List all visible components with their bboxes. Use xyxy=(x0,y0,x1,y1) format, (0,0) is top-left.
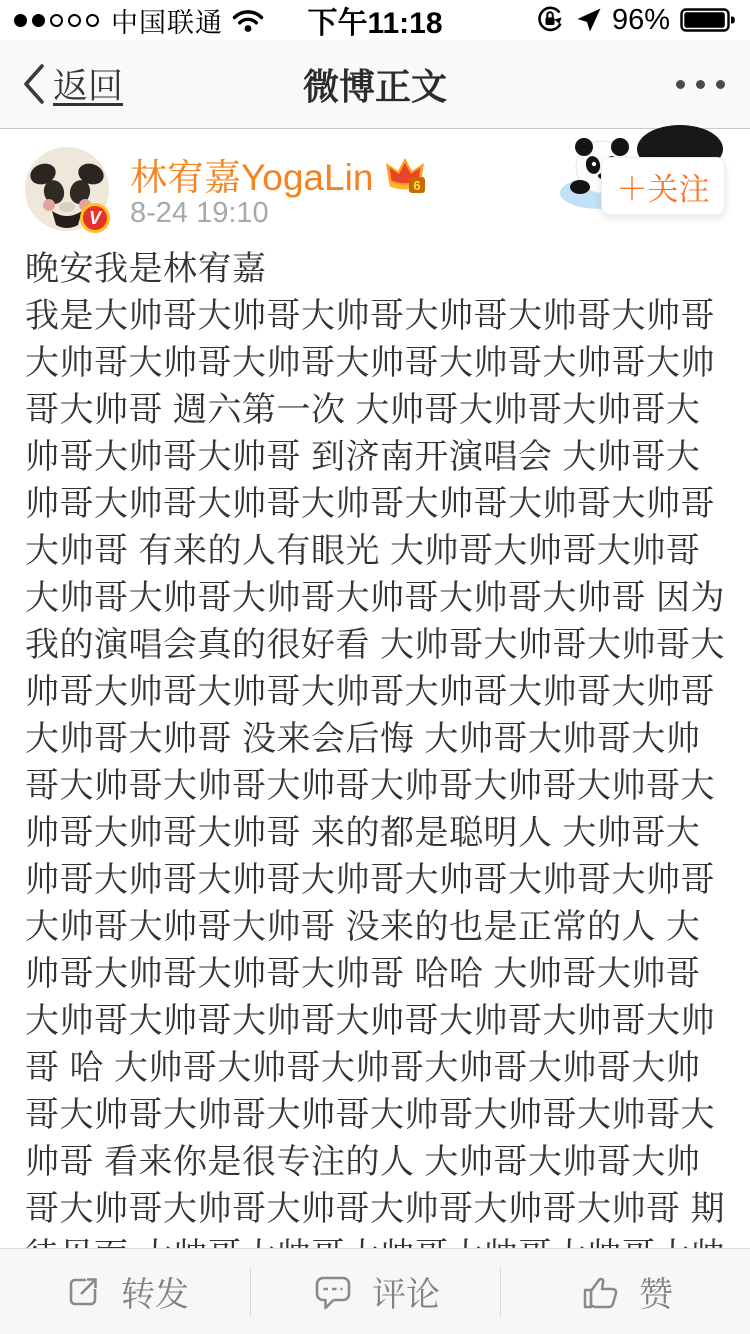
post-body-line: 帅哥大帅哥大帅哥大帅哥大帅哥大帅哥大帅哥 xyxy=(25,485,715,523)
toolbar-divider xyxy=(500,1267,501,1317)
post-timestamp: 8-24 19:10 xyxy=(130,197,269,229)
like-button[interactable] xyxy=(500,1249,750,1334)
post-body-line: 帅哥大帅哥大帅哥 到济南开演唱会 大帅哥大 xyxy=(25,438,701,476)
post-body-line: 帅哥大帅哥大帅哥大帅哥大帅哥大帅哥大帅哥 xyxy=(25,861,715,899)
clock-label: 下午11:18 xyxy=(307,7,443,40)
post-body-line: 大帅哥大帅哥大帅哥大帅哥大帅哥大帅哥大帅 xyxy=(25,1002,715,1040)
post-body-line: 帅哥大帅哥大帅哥大帅哥 哈哈 大帅哥大帅哥 xyxy=(25,955,701,993)
comment-button[interactable] xyxy=(250,1249,500,1334)
post-body-line: 哥大帅哥 週六第一次 大帅哥大帅哥大帅哥大 xyxy=(25,391,701,429)
location-arrow-icon xyxy=(576,7,602,33)
status-right xyxy=(534,4,736,37)
svg-text:6: 6 xyxy=(413,178,422,193)
post-body-line: 大帅哥大帅哥大帅哥大帅哥大帅哥大帅哥大帅 xyxy=(25,344,715,382)
post-body-line: 哥大帅哥大帅哥大帅哥大帅哥大帅哥大帅哥 期 xyxy=(25,1190,725,1228)
author-name[interactable] xyxy=(130,147,429,201)
repost-icon xyxy=(61,1270,105,1314)
repost-button[interactable] xyxy=(0,1249,250,1334)
post-body-line: 大帅哥大帅哥大帅哥 没来的也是正常的人 大 xyxy=(25,908,701,946)
status-bar xyxy=(0,0,750,40)
post-body-line: 哥大帅哥大帅哥大帅哥大帅哥大帅哥大帅哥大 xyxy=(25,1096,715,1134)
post-body-line: 哥 哈 大帅哥大帅哥大帅哥大帅哥大帅哥大帅 xyxy=(25,1049,701,1087)
nav-bar xyxy=(0,40,750,129)
post-body-line: 帅哥 看来你是很专注的人 大帅哥大帅哥大帅 xyxy=(25,1143,701,1181)
post-body-line: 大帅哥 有来的人有眼光 大帅哥大帅哥大帅哥 xyxy=(25,532,701,570)
bottom-toolbar xyxy=(0,1248,750,1334)
carrier-label: 中国联通 xyxy=(111,7,223,38)
post-content-area[interactable] xyxy=(0,129,750,1248)
post-body xyxy=(25,246,725,1280)
toolbar-divider xyxy=(250,1267,251,1317)
ellipsis-icon xyxy=(676,80,685,89)
battery-icon xyxy=(680,7,736,33)
follow-button-label: ＋关注 xyxy=(616,171,710,207)
like-icon xyxy=(577,1270,623,1314)
post-body-line: 晚安我是林宥嘉 xyxy=(25,250,267,288)
post-header xyxy=(0,129,750,239)
page-title: 微博正文 xyxy=(302,65,447,107)
author-name-label: 林宥嘉YogaLin xyxy=(130,157,374,198)
post-body-line: 我的演唱会真的很好看 大帅哥大帅哥大帅哥大 xyxy=(25,626,725,664)
like-button-label: 赞 xyxy=(639,1276,673,1314)
vip-crown-icon xyxy=(381,153,429,195)
verified-badge: V xyxy=(80,203,110,233)
post-body-line: 帅哥大帅哥大帅哥大帅哥大帅哥大帅哥大帅哥 xyxy=(25,673,715,711)
post-body-line: 我是大帅哥大帅哥大帅哥大帅哥大帅哥大帅哥 xyxy=(25,297,715,335)
post-body-line: 大帅哥大帅哥 没来会后悔 大帅哥大帅哥大帅 xyxy=(25,720,701,758)
follow-button[interactable] xyxy=(601,157,725,215)
more-button[interactable] xyxy=(676,40,725,128)
back-button-label: 返回 xyxy=(53,67,124,106)
post-body-line: 帅哥大帅哥大帅哥 来的都是聪明人 大帅哥大 xyxy=(25,814,701,852)
repost-button-label: 转发 xyxy=(121,1276,189,1314)
orientation-lock-icon xyxy=(534,4,566,36)
comment-button-label: 评论 xyxy=(372,1276,440,1314)
comment-icon xyxy=(310,1270,356,1314)
battery-percent-label: 96% xyxy=(611,3,670,36)
post-body-line: 大帅哥大帅哥大帅哥大帅哥大帅哥大帅哥 因为 xyxy=(25,579,725,617)
post-body-line: 哥大帅哥大帅哥大帅哥大帅哥大帅哥大帅哥大 xyxy=(25,767,715,805)
